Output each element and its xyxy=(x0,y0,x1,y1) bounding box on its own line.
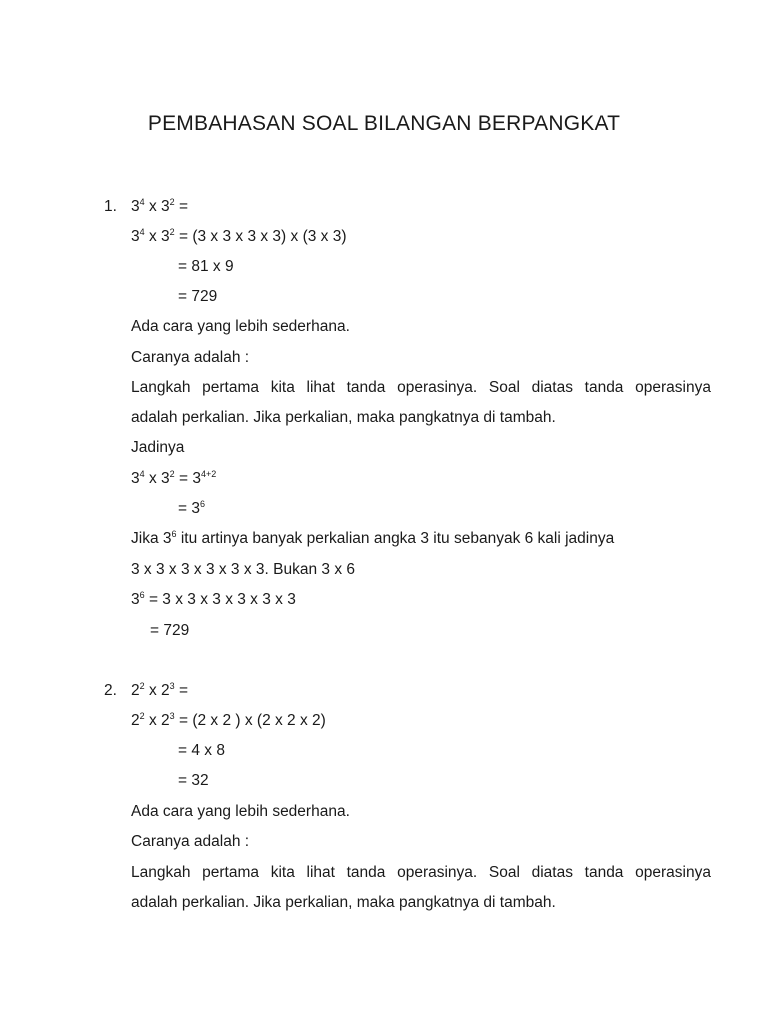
problem-2-number: 2. xyxy=(104,682,117,699)
problem-2-simpler: Ada cara yang lebih sederhana. xyxy=(131,803,350,820)
problem-1-simpler: Ada cara yang lebih sederhana. xyxy=(131,318,350,335)
problem-1-expansion: $3^4$ x $3^2 = (3$ x 3 x 3 x 3) x (3 x 3) xyxy=(131,227,347,245)
document-title: PEMBAHASAN SOAL BILANGAN BERPANGKAT xyxy=(147,112,621,135)
problem-1-step2: = 729 xyxy=(178,288,218,305)
problem-2-explain-line2: adalah perkalian. Jika perkalian, maka pangkatnya di tambah. xyxy=(131,894,556,911)
problem-1-expanded: 3 x 3 x 3 x 3 x 3 x 3. Bukan 3 x 6 xyxy=(131,561,356,578)
problem-1-if: Jika $3^6$ itu artinya banyak perkalian angka 3 itu sebanyak 6 kali jadinya xyxy=(131,529,615,547)
problem-1-so: Jadinya xyxy=(131,439,185,456)
problem-2-expansion: $2^2$ x $2^3 = (2$ x 2 ) x (2 x 2 x 2) xyxy=(131,711,326,729)
problem-2-explain-line1: Langkah pertama kita lihat tanda operasinya. Soal diatas tanda operasinya xyxy=(131,864,711,881)
problem-2-way: Caranya adalah : xyxy=(131,833,250,850)
problem-1-explain-line2: adalah perkalian. Jika perkalian, maka pangkatnya di tambah. xyxy=(131,409,556,426)
problem-1-number: 1. xyxy=(104,198,117,215)
problem-2-step1: = 4 x 8 xyxy=(178,742,225,759)
problem-1-step1: = 81 x 9 xyxy=(178,258,234,275)
problem-1-question: $3^4$ x $3^2$ = xyxy=(131,197,189,215)
problem-2-step2: = 32 xyxy=(178,772,209,789)
problem-1-final: $3^6 = 3$ x 3 x 3 x 3 x 3 x 3 xyxy=(131,590,296,608)
problem-1-final-result: = 729 xyxy=(150,622,190,639)
problem-2-question: $2^2$ x $2^3$ = xyxy=(131,681,189,699)
problem-1-explain-line1: Langkah pertama kita lihat tanda operasinya. Soal diatas tanda operasinya xyxy=(131,379,711,396)
problem-1-rule-result: = $3^6$ xyxy=(178,499,205,517)
problem-1-way: Caranya adalah : xyxy=(131,349,250,366)
problem-1-rule: $3^4$ x $3^2 = 3^{4+2}$ xyxy=(131,469,217,487)
